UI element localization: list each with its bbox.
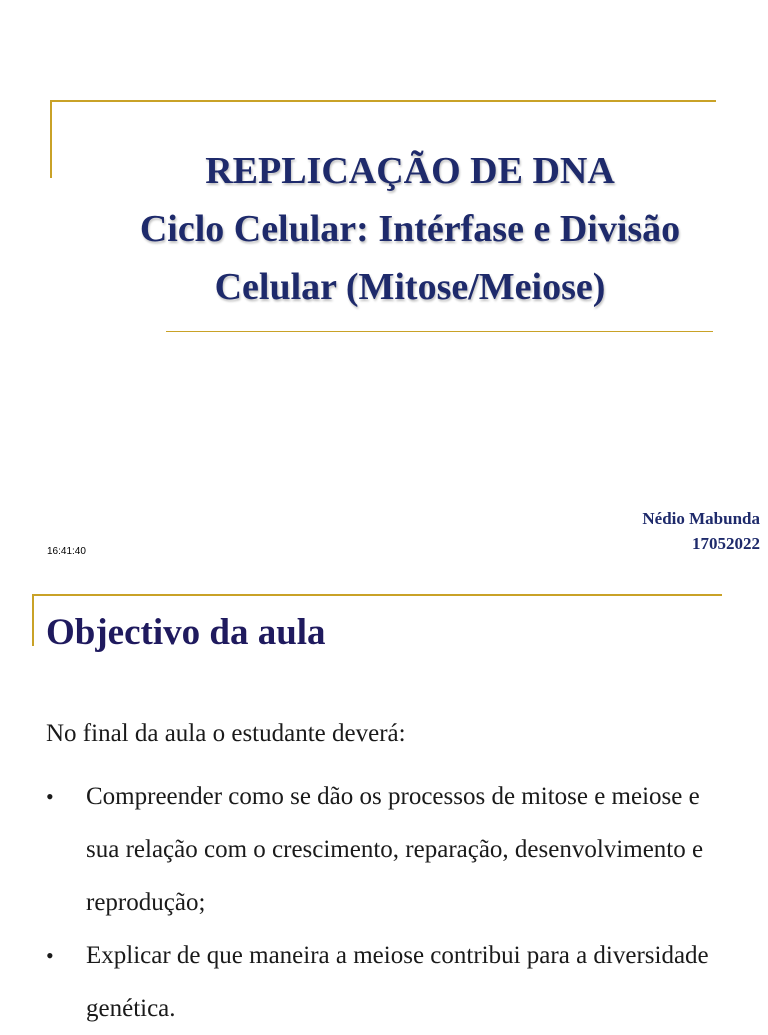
list-item-text: Explicar de que maneira a meiose contribui para a diversidade genética. (86, 942, 709, 1022)
objectives-frame-left-rule (32, 594, 34, 646)
title-underline-rule (166, 331, 713, 332)
title-frame-top-rule (50, 100, 716, 102)
list-item-text: Compreender como se dão os processos de mitose e meiose e sua relação com o crescimento, reparação, desenvolvimento e reprodução; (86, 783, 704, 916)
list-item (46, 770, 736, 929)
presentation-date: 17052022 (692, 534, 760, 553)
slide-title-line-1: REPLICAÇÃO DE DNA (205, 150, 615, 192)
time-stamp: 16:41:40 (47, 546, 86, 557)
slide-title-line-3: Celular (Mitose/Meiose) (214, 266, 606, 308)
author-name: Nédio Mabunda (642, 509, 760, 528)
bullet-icon: • (46, 784, 54, 809)
objectives-list (46, 770, 736, 1035)
objectives-slide (0, 588, 768, 1024)
objectives-heading: Objectivo da aula (46, 612, 326, 653)
bullet-icon: • (46, 943, 54, 968)
author-info (642, 506, 760, 556)
slide-title-line-2: Ciclo Celular: Intérfase e Divisão (139, 208, 681, 250)
objectives-frame-top-rule (32, 594, 722, 596)
slide-title (60, 142, 760, 316)
list-item (46, 929, 736, 1035)
title-frame-left-rule (50, 100, 52, 178)
objectives-intro: No final da aula o estudante deverá: (46, 720, 406, 747)
